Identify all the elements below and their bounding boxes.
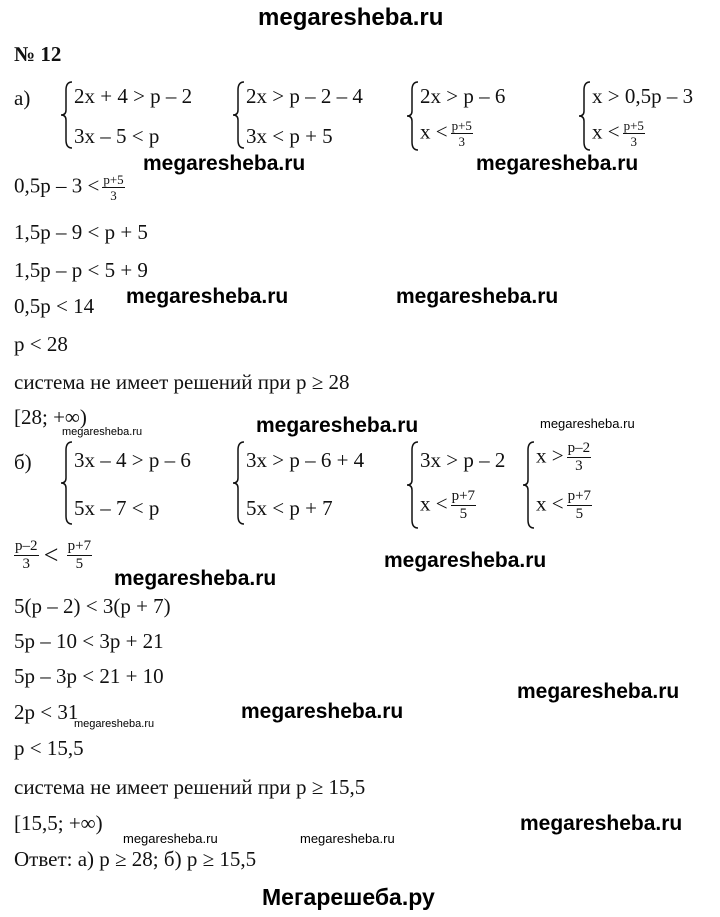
fraction-numerator: p+5 xyxy=(451,118,472,133)
fraction xyxy=(102,172,124,203)
system-row xyxy=(536,440,591,475)
system-row: 3x – 5 < p xyxy=(74,124,160,148)
watermark-small: megaresheba.ru xyxy=(62,426,143,438)
watermark: megaresheba.ru xyxy=(143,152,306,175)
solution-line: 1,5p – p < 5 + 9 xyxy=(14,258,148,282)
watermark: megaresheba.ru xyxy=(114,567,277,590)
brace-icon xyxy=(60,440,74,526)
fraction-denominator: 3 xyxy=(22,556,30,572)
part-a-label: а) xyxy=(14,86,31,110)
system-row: x > 0,5p – 3 xyxy=(592,84,694,108)
watermark: megaresheba.ru xyxy=(396,285,559,308)
fraction xyxy=(567,488,592,523)
fraction-denominator: 3 xyxy=(630,134,638,149)
fraction-denominator: 3 xyxy=(575,458,583,474)
solution-line xyxy=(14,172,125,203)
fraction xyxy=(451,488,476,523)
solution-line xyxy=(14,538,92,573)
solution-line: [28; +∞) xyxy=(14,405,87,429)
solution-line: 0,5p < 14 xyxy=(14,294,95,318)
watermark: megaresheba.ru xyxy=(384,549,547,572)
fraction-denominator: 5 xyxy=(75,556,84,572)
fraction-numerator: p+5 xyxy=(103,172,124,187)
fraction-denominator: 3 xyxy=(458,134,466,149)
brace-icon xyxy=(578,80,592,152)
solution-line: p < 15,5 xyxy=(14,736,84,760)
watermark: megaresheba.ru xyxy=(126,285,289,308)
system-row: 3x < p + 5 xyxy=(246,124,333,148)
watermark: megaresheba.ru xyxy=(520,812,683,835)
system-row xyxy=(592,118,645,149)
watermark: megaresheba.ru xyxy=(256,414,419,437)
fraction-numerator: p–2 xyxy=(567,440,591,456)
watermark-small: megaresheba.ru xyxy=(123,831,218,846)
part-b-label: б) xyxy=(14,450,32,474)
watermark: megaresheba.ru xyxy=(517,680,680,703)
system-row: 2x > p – 6 xyxy=(420,84,506,108)
system-row: 2x + 4 > p – 2 xyxy=(74,84,193,108)
solution-line: система не имеет решений при p ≥ 28 xyxy=(14,370,350,394)
fraction-numerator: p+7 xyxy=(567,488,592,504)
brace-icon xyxy=(232,80,246,150)
fraction xyxy=(623,118,645,149)
fraction-numerator: p–2 xyxy=(15,538,38,554)
line-prefix: 0,5p – 3 < xyxy=(14,173,100,198)
row-prefix: x < xyxy=(536,491,564,516)
fraction-denominator: 5 xyxy=(575,506,584,522)
watermark: megaresheba.ru xyxy=(476,152,639,175)
operator: < xyxy=(43,540,59,570)
answer-line: Ответ: а) p ≥ 28; б) p ≥ 15,5 xyxy=(14,847,257,871)
site-header[interactable]: megaresheba.ru xyxy=(258,4,444,31)
watermark-small: megaresheba.ru xyxy=(74,718,155,730)
watermark: megaresheba.ru xyxy=(241,700,404,723)
solution-line: 5p – 3p < 21 + 10 xyxy=(14,664,164,688)
fraction-denominator: 5 xyxy=(459,506,468,522)
solution-line: 5(p – 2) < 3(p + 7) xyxy=(14,594,171,618)
fraction-numerator: p+7 xyxy=(451,488,476,504)
brace-icon xyxy=(232,440,246,526)
watermark-small: megaresheba.ru xyxy=(300,831,395,846)
solution-line: [15,5; +∞) xyxy=(14,811,103,835)
system-row: 5x – 7 < p xyxy=(74,496,160,520)
site-footer[interactable]: Мегарешеба.ру xyxy=(262,884,435,910)
solution-line: 2p < 31 xyxy=(14,700,79,724)
row-prefix: x < xyxy=(420,491,448,516)
brace-icon xyxy=(406,80,420,152)
brace-icon xyxy=(522,440,536,530)
brace-icon xyxy=(406,440,420,530)
solution-line: система не имеет решений при p ≥ 15,5 xyxy=(14,775,366,799)
solution-line: p < 28 xyxy=(14,332,68,356)
system-row: 3x > p – 2 xyxy=(420,448,506,472)
system-row: 5x < p + 7 xyxy=(246,496,333,520)
solution-line: 1,5p – 9 < p + 5 xyxy=(14,220,148,244)
problem-number: № 12 xyxy=(14,42,62,66)
fraction-denominator: 3 xyxy=(110,188,117,203)
fraction xyxy=(14,538,39,573)
fraction-numerator: p+5 xyxy=(623,118,644,133)
system-row: 3x > p – 6 + 4 xyxy=(246,448,365,472)
system-row xyxy=(420,488,476,523)
fraction-numerator: p+7 xyxy=(67,538,92,554)
system-row: 3x – 4 > p – 6 xyxy=(74,448,191,472)
watermark-small: megaresheba.ru xyxy=(540,416,635,431)
solution-line: 5p – 10 < 3p + 21 xyxy=(14,629,164,653)
system-row xyxy=(420,118,473,149)
row-prefix: x > xyxy=(536,443,564,468)
fraction xyxy=(67,538,92,573)
fraction xyxy=(451,118,473,149)
row-prefix: x < xyxy=(592,119,620,144)
system-row xyxy=(536,488,592,523)
system-row: 2x > p – 2 – 4 xyxy=(246,84,363,108)
row-prefix: x < xyxy=(420,119,448,144)
fraction xyxy=(567,440,592,475)
brace-icon xyxy=(60,80,74,150)
